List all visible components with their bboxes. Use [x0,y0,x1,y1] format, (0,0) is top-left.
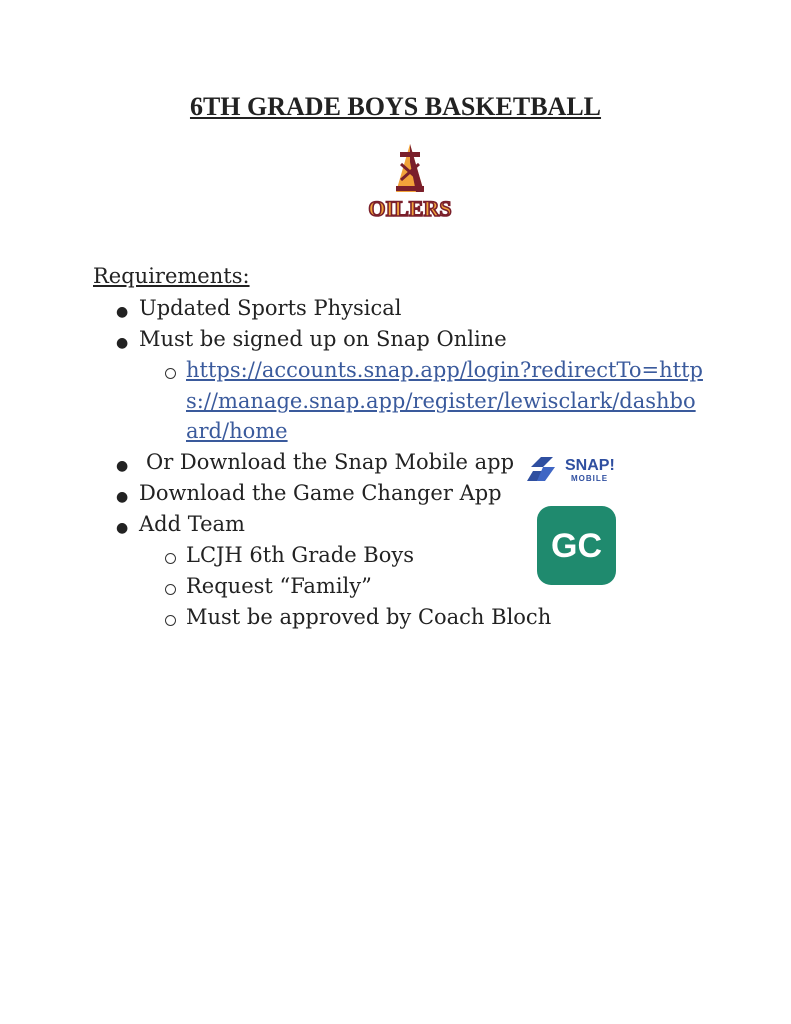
bullet-icon: ● [116,458,129,474]
requirements-heading: Requirements: [93,264,250,288]
list-item-snap-online: Must be signed up on Snap Online [139,327,507,351]
sub-bullet-icon [165,615,176,626]
snap-link-line-3[interactable]: ard/home [186,419,288,443]
snap-link-line-2[interactable]: s://manage.snap.app/register/lewisclark/dashbo [186,389,696,413]
bullet-icon: ● [116,304,129,320]
sub-item-team: LCJH 6th Grade Boys [186,543,415,567]
sub-bullet-icon [165,584,176,595]
sub-item-request: Request “Family” [186,574,372,598]
sub-bullet-icon [165,368,176,379]
list-item-physical: Updated Sports Physical [139,296,402,320]
sub-bullet-icon [165,553,176,564]
gc-logo-text: GC [551,527,602,565]
snap-link-line-1[interactable]: https://accounts.snap.app/login?redirectTo=http [186,358,703,382]
page-title: 6TH GRADE BOYS BASKETBALL [189,92,602,121]
snap-mobile-logo [527,453,627,483]
bullet-icon: ● [116,489,129,505]
snap-logo-sub: MOBILE [571,474,609,483]
list-item-snap-mobile: Or Download the Snap Mobile app [146,450,515,474]
logo-text: OILERS [368,196,452,221]
snap-logo-word: SNAP! [565,457,615,474]
list-item-game-changer: Download the Game Changer App [139,481,502,505]
oilers-derrick-logo [366,142,454,222]
game-changer-icon [537,506,616,585]
list-item-add-team: Add Team [139,512,245,536]
bullet-icon: ● [116,520,129,536]
sub-item-approved: Must be approved by Coach Bloch [186,605,552,629]
bullet-icon: ● [116,335,129,351]
